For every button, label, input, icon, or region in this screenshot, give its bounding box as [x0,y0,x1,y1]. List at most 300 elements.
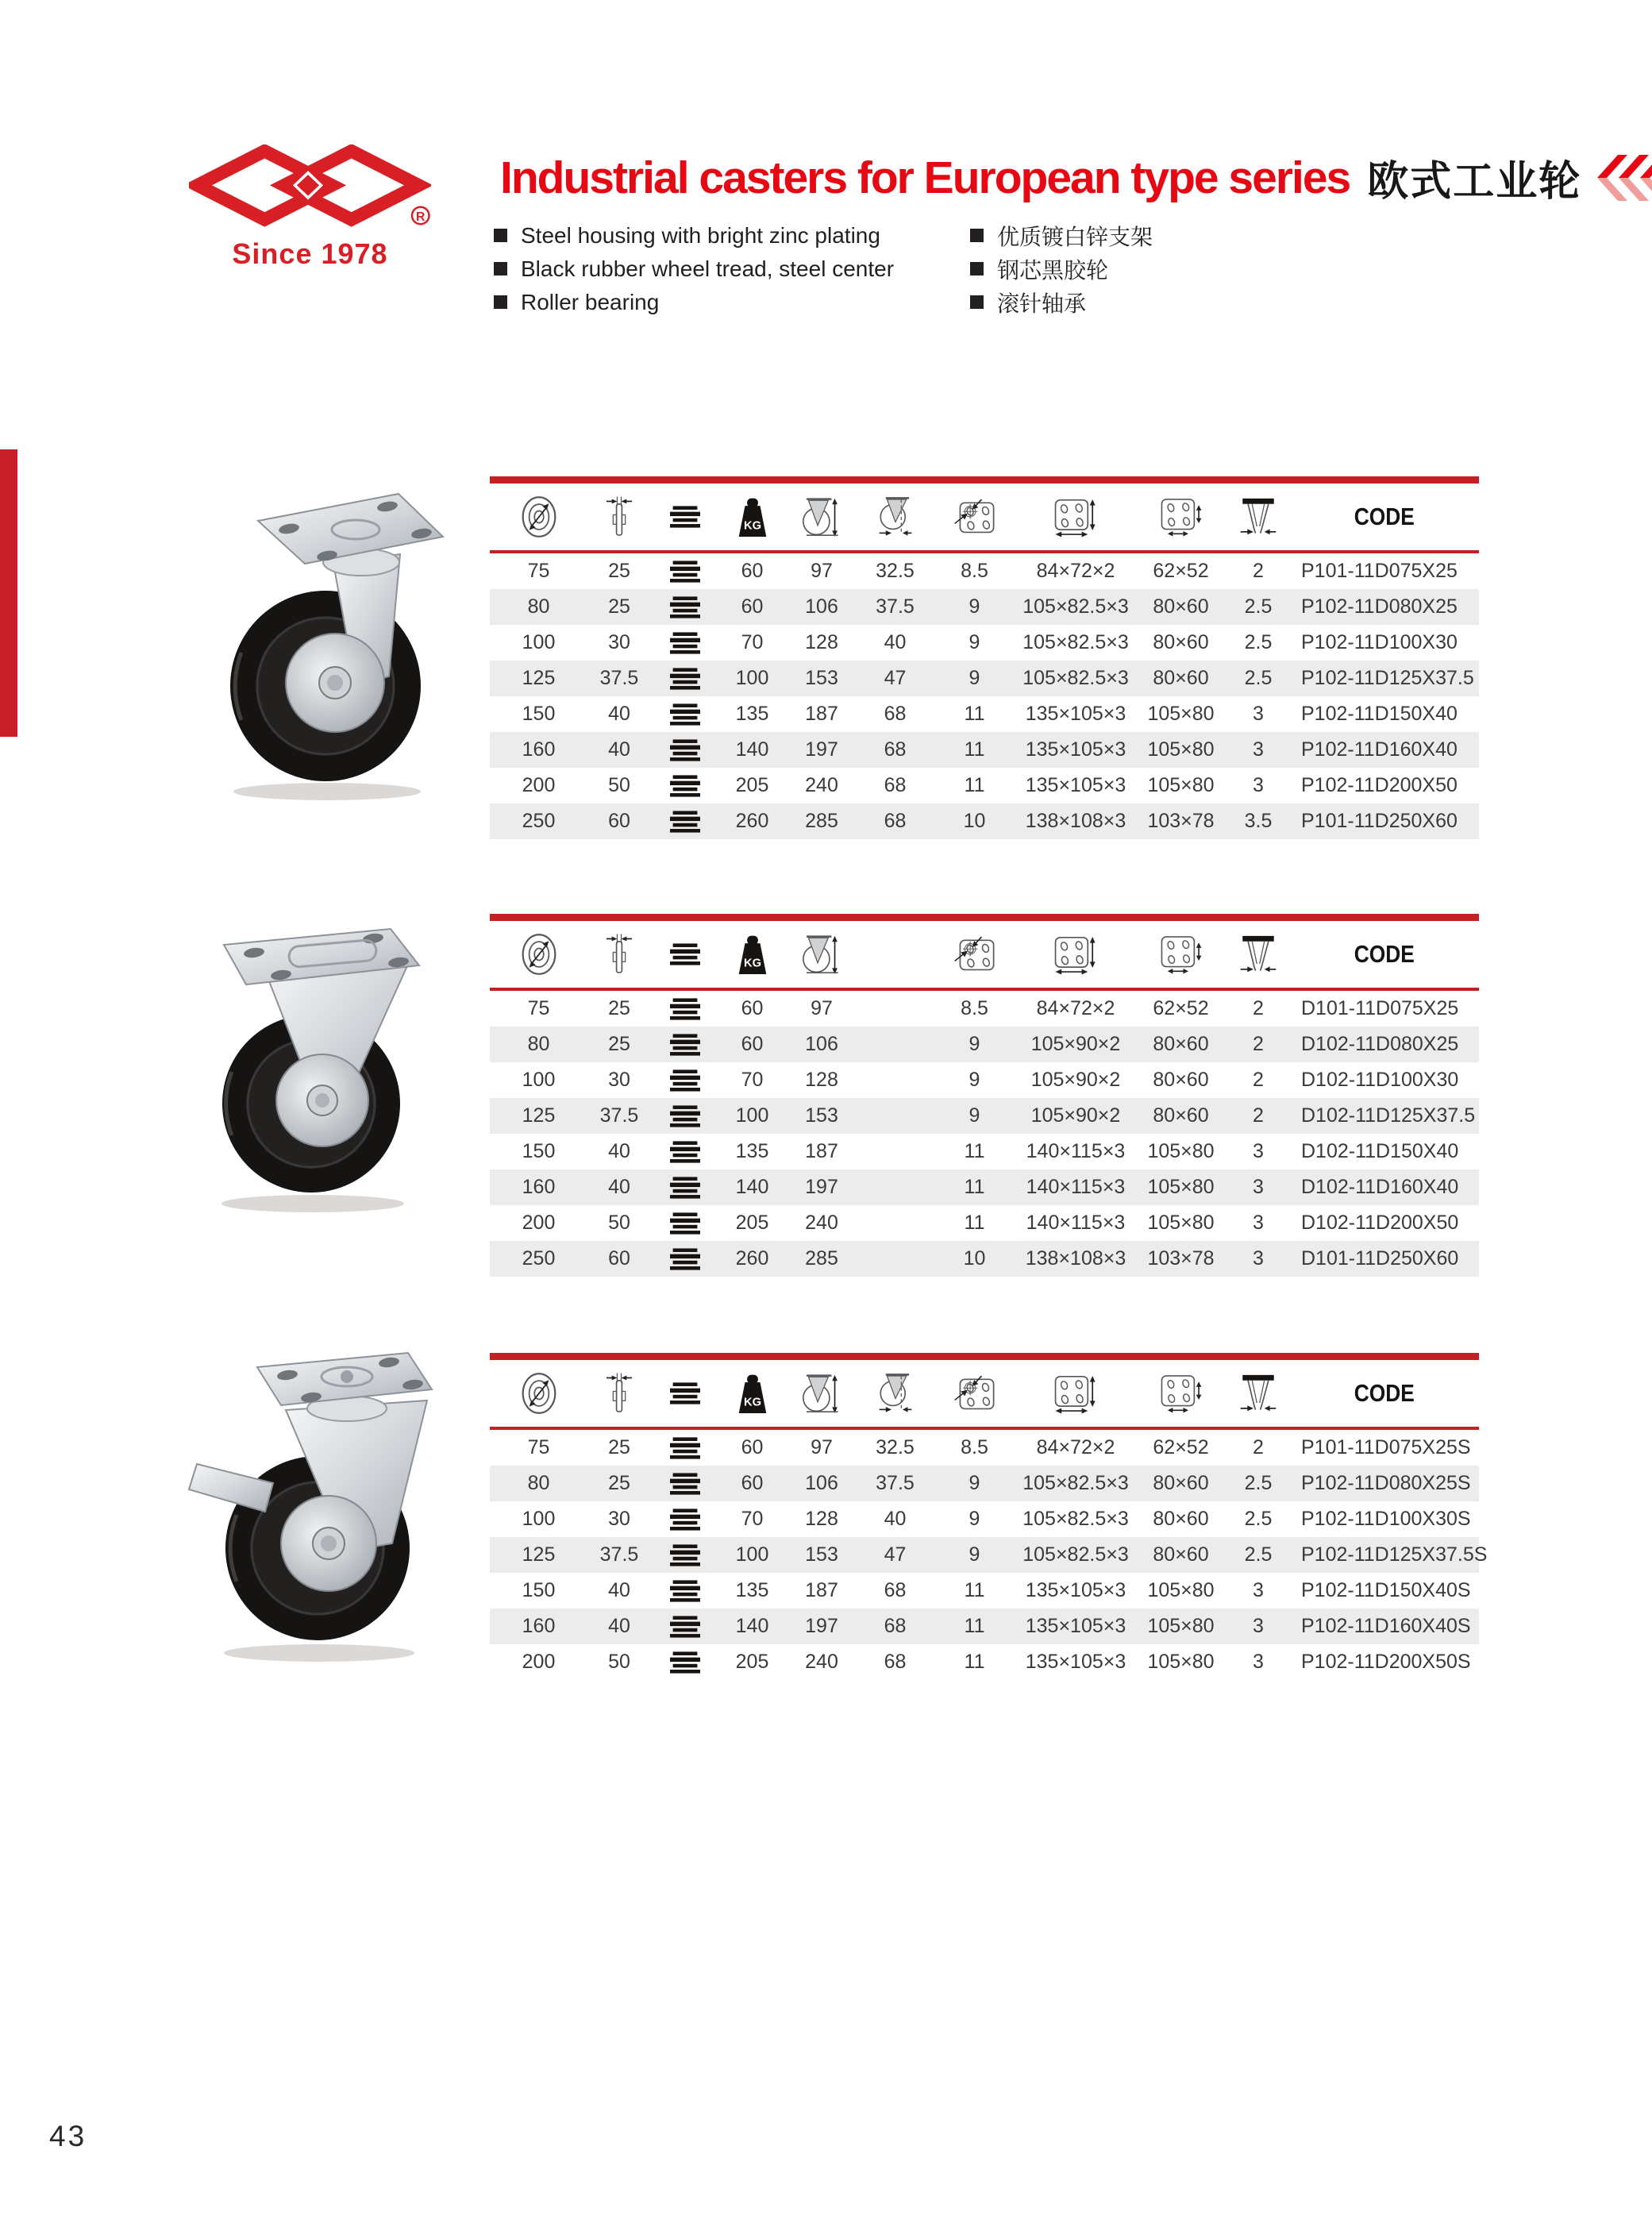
wheel-width-cell: 25 [608,560,630,582]
overall-height-cell: 106 [805,1472,838,1494]
plate-thickness-cell: 2.5 [1244,1508,1273,1530]
wheel-width-cell: 37.5 [599,667,639,689]
overall-height-cell: 97 [811,1436,833,1458]
load-capacity-cell: 60 [741,1436,764,1458]
swivel-radius-cell: 68 [884,703,907,725]
overall-height-cell: 128 [805,1508,838,1530]
plate-thickness-cell: 3 [1253,1651,1264,1673]
wheel-width-cell: 60 [608,1247,630,1270]
bolt-hole-diameter-cell: 9 [968,595,980,618]
plate-size-cell: 140×115×3 [1026,1212,1126,1234]
code-cell: P102-11D100X30 [1301,631,1458,653]
table-row [490,1169,1479,1205]
plate-size-cell: 105×90×2 [1030,1033,1121,1055]
overall-height-cell: 97 [811,997,833,1019]
column-header-swivel-radius [878,491,913,542]
load-capacity-cell: 140 [735,1176,769,1198]
wheel-diameter-cell: 80 [527,1033,550,1055]
column-header-tread [670,506,700,528]
wheel-diameter-cell: 150 [522,1579,556,1601]
table-body [490,991,1479,1277]
plate-thickness-cell: 3 [1253,703,1264,725]
overall-height-cell: 153 [805,1543,838,1566]
code-cell: P102-11D200X50S [1301,1651,1471,1673]
table-row [490,1573,1479,1609]
wheel-width-icon [606,493,633,541]
bolt-hole-spacing-cell: 105×80 [1147,1579,1215,1601]
overall-height-cell: 128 [805,1069,838,1091]
column-header-bolt-hole-spacing [1160,494,1203,540]
plate-thickness-cell: 3 [1253,738,1264,761]
tread-icon [670,506,700,528]
plate-size-cell: 84×72×2 [1036,997,1115,1019]
overall-height-cell: 240 [805,1651,838,1673]
wheel-width-cell: 25 [608,1436,630,1458]
bolt-hole-spacing-cell: 80×60 [1153,1472,1209,1494]
swivel-radius-cell: 32.5 [876,560,915,582]
code-cell: P101-11D250X60 [1301,810,1458,832]
bolt-hole-diameter-cell: 9 [968,1508,980,1530]
column-header-bolt-hole-spacing [1160,931,1203,977]
column-header-bolt-hole-spacing [1160,1370,1203,1416]
wheel-width-cell: 40 [608,703,630,725]
column-header-overall-height [803,1369,841,1418]
wheel-width-cell: 50 [608,1212,630,1234]
wheel-diameter-cell: 200 [522,774,556,796]
load-capacity-icon [737,1370,768,1416]
wheel-diameter-cell: 80 [527,595,550,618]
load-capacity-cell: 140 [735,1615,769,1637]
load-capacity-cell: 260 [735,1247,769,1270]
column-header-overall-height [803,492,841,541]
load-capacity-cell: 135 [735,1579,769,1601]
code-cell: P102-11D080X25S [1301,1472,1471,1494]
plate-thickness-cell: 3 [1253,1140,1264,1162]
load-capacity-cell: 205 [735,1212,769,1234]
plate-thickness-cell: 3 [1253,1579,1264,1601]
load-capacity-cell: 205 [735,1651,769,1673]
bolt-hole-diameter-cell: 9 [968,1033,980,1055]
tread-icon [670,632,700,654]
plate-thickness-cell: 2.5 [1244,595,1273,618]
bolt-hole-spacing-cell: 105×80 [1147,1176,1215,1198]
table-row [490,1609,1479,1644]
overall-height-cell: 197 [805,1615,838,1637]
load-capacity-cell: 100 [735,667,769,689]
bolt-hole-spacing-cell: 80×60 [1153,1543,1209,1566]
code-cell: D101-11D075X25 [1301,997,1459,1019]
wheel-width-cell: 40 [608,1176,630,1198]
table-row [490,1027,1479,1062]
wheel-width-cell: 25 [608,997,630,1019]
fixed-caster-photo [194,919,448,1215]
code-cell: P102-11D080X25 [1301,595,1458,618]
bolt-hole-diameter-cell: 11 [964,1615,985,1637]
tread-icon [670,998,700,1020]
tread-icon [670,775,700,797]
load-capacity-cell: 70 [741,631,764,653]
bolt-hole-diameter-icon [953,1371,996,1416]
feature-text: 滚针轴承 [997,291,1087,316]
tread-icon [670,1248,700,1270]
wheel-diameter-cell: 150 [522,1140,556,1162]
square-bullet-icon [970,262,984,275]
wheel-diameter-cell: 250 [522,810,556,832]
plate-size-cell: 105×90×2 [1030,1104,1121,1127]
wheel-width-cell: 30 [608,1069,630,1091]
svg-text:KG: KG [743,957,761,970]
plate-size-cell: 84×72×2 [1036,1436,1115,1458]
load-capacity-cell: 70 [741,1069,764,1091]
bolt-hole-diameter-cell: 11 [964,774,985,796]
table-header [490,914,1479,991]
bolt-hole-spacing-cell: 80×60 [1153,1033,1209,1055]
tread-icon [670,1544,700,1566]
bolt-hole-diameter-cell: 11 [964,703,985,725]
bolt-hole-spacing-icon [1160,1370,1203,1416]
column-header-wheel-width [606,1370,633,1417]
wheel-diameter-cell: 125 [522,1104,556,1127]
plate-thickness-cell: 2 [1253,560,1264,582]
code-cell: P102-11D125X37.5 [1301,667,1474,689]
plate-size-cell: 84×72×2 [1036,560,1115,582]
double-diamond-logo-icon [189,144,431,229]
table-body [490,553,1479,839]
feature-text: Roller bearing [521,289,660,314]
tread-icon [670,1382,700,1404]
wheel-diameter-cell: 200 [522,1212,556,1234]
table-header [490,1353,1479,1430]
load-capacity-cell: 100 [735,1543,769,1566]
table-body [490,1430,1488,1680]
code-column-header: CODE [1354,1379,1415,1407]
column-header-load-capacity [737,931,768,977]
plate-thickness-icon [1239,931,1277,977]
overall-height-cell: 285 [805,1247,838,1270]
table-row [490,1501,1479,1537]
wheel-width-cell: 25 [608,595,630,618]
table-row [490,1466,1479,1501]
tread-icon [670,1212,700,1235]
wheel-diameter-cell: 200 [522,1651,556,1673]
overall-height-cell: 128 [805,631,838,653]
feature-item [970,223,1153,248]
bolt-hole-diameter-cell: 10 [963,810,986,832]
plate-size-cell: 135×105×3 [1025,738,1126,761]
overall-height-cell: 197 [805,1176,838,1198]
load-capacity-cell: 260 [735,810,769,832]
tread-icon [670,1473,700,1495]
table-row [490,803,1479,839]
plate-size-cell: 105×82.5×3 [1022,1508,1129,1530]
bolt-hole-diameter-cell: 9 [968,667,980,689]
bolt-hole-spacing-cell: 105×80 [1147,1212,1215,1234]
wheel-width-cell: 40 [608,738,630,761]
brand-logo [189,144,431,271]
overall-height-cell: 106 [805,595,838,618]
bolt-hole-diameter-cell: 11 [964,738,985,761]
bolt-hole-diameter-icon [953,932,996,977]
plate-thickness-cell: 2 [1253,1033,1264,1055]
square-bullet-icon [494,229,507,242]
plate-thickness-cell: 3 [1253,1615,1264,1637]
overall-height-cell: 153 [805,667,838,689]
plate-thickness-cell: 2 [1253,997,1264,1019]
plate-thickness-icon [1239,494,1277,540]
load-capacity-cell: 135 [735,703,769,725]
tread-icon [670,1651,700,1674]
code-cell: P101-11D075X25 [1301,560,1458,582]
table-row [490,991,1479,1027]
feature-list-cn [970,223,1153,314]
table-row [490,1062,1479,1098]
column-header-plate-thickness [1239,1370,1277,1416]
column-header-swivel-radius [878,1368,913,1419]
code-cell: P102-11D160X40S [1301,1615,1471,1637]
wheel-width-cell: 37.5 [599,1104,639,1127]
tread-icon [670,1616,700,1638]
plate-thickness-cell: 3 [1253,1176,1264,1198]
bolt-hole-spacing-cell: 105×80 [1147,738,1215,761]
tread-icon [670,668,700,690]
column-header-wheel-diameter [521,1370,557,1417]
plate-size-cell: 105×82.5×3 [1022,631,1129,653]
code-cell: P102-11D100X30S [1301,1508,1471,1530]
bolt-hole-spacing-cell: 62×52 [1153,997,1209,1019]
table-row [490,625,1479,661]
square-bullet-icon [970,229,984,242]
wheel-diameter-cell: 250 [522,1247,556,1270]
wheel-diameter-cell: 160 [522,1176,556,1198]
feature-text: Black rubber wheel tread, steel center [521,256,895,281]
plate-size-cell: 105×82.5×3 [1022,1472,1129,1494]
bolt-hole-diameter-cell: 11 [964,1176,985,1198]
bolt-hole-diameter-cell: 11 [964,1579,985,1601]
load-capacity-cell: 60 [741,560,764,582]
swivel-radius-cell: 40 [884,1508,907,1530]
code-column-header: CODE [1354,940,1415,968]
overall-height-cell: 197 [805,738,838,761]
swivel-radius-cell: 37.5 [876,1472,915,1494]
column-header-bolt-hole-diameter [953,932,996,977]
bolt-hole-diameter-icon [953,495,996,539]
tread-icon [670,739,700,761]
left-accent-bar [0,449,17,737]
overall-height-cell: 187 [805,703,838,725]
code-cell: P102-11D200X50 [1301,774,1458,796]
tread-icon [670,1069,700,1092]
code-cell: D102-11D200X50 [1301,1212,1459,1234]
overall-height-icon [803,1369,841,1418]
wheel-width-cell: 40 [608,1615,630,1637]
code-cell: D102-11D100X30 [1301,1069,1459,1091]
plate-size-cell: 140×115×3 [1026,1176,1126,1198]
square-bullet-icon [494,295,507,309]
bolt-hole-diameter-cell: 9 [968,631,980,653]
spec-table-brake [490,1353,1488,1680]
plate-size-icon [1053,1370,1098,1417]
plate-thickness-cell: 3 [1253,1247,1264,1270]
overall-height-icon [803,930,841,979]
load-capacity-cell: 60 [741,1033,764,1055]
bolt-hole-diameter-cell: 8.5 [961,1436,988,1458]
tread-icon [670,1105,700,1127]
load-capacity-cell: 60 [741,1472,764,1494]
wheel-diameter-cell: 160 [522,738,556,761]
bolt-hole-spacing-icon [1160,931,1203,977]
column-header-load-capacity [737,1370,768,1416]
tread-icon [670,1177,700,1199]
table-row [490,768,1479,803]
plate-thickness-cell: 3 [1253,774,1264,796]
swivel-radius-cell: 68 [884,810,907,832]
code-cell: P102-11D125X37.5S [1301,1543,1488,1566]
overall-height-cell: 285 [805,810,838,832]
plate-thickness-cell: 2.5 [1244,667,1273,689]
wheel-diameter-icon [521,1370,557,1417]
bolt-hole-spacing-cell: 105×80 [1147,1651,1215,1673]
column-header-wheel-diameter [521,493,557,541]
feature-item [970,290,1153,314]
bolt-hole-spacing-cell: 105×80 [1147,1615,1215,1637]
table-row [490,1537,1488,1573]
plate-size-cell: 105×82.5×3 [1022,667,1129,689]
wheel-diameter-cell: 125 [522,667,556,689]
plate-size-cell: 135×105×3 [1025,1651,1126,1673]
plate-thickness-cell: 3 [1253,1212,1264,1234]
load-capacity-cell: 135 [735,1140,769,1162]
feature-text: 优质镀白锌支架 [997,224,1153,249]
tread-icon [670,1508,700,1531]
plate-size-cell: 138×108×3 [1025,810,1126,832]
wheel-diameter-icon [521,930,557,978]
column-header-plate-thickness [1239,494,1277,540]
bolt-hole-spacing-cell: 62×52 [1153,560,1209,582]
bolt-hole-spacing-cell: 62×52 [1153,1436,1209,1458]
table-row [490,1205,1479,1241]
code-cell: D102-11D080X25 [1301,1033,1459,1055]
table-row [490,1241,1479,1277]
bolt-hole-spacing-cell: 80×60 [1153,1069,1209,1091]
page-title-en: Industrial casters for European type series [500,152,1350,203]
table-header [490,476,1479,553]
load-capacity-icon [737,931,768,977]
swivel-radius-icon [878,491,913,542]
square-bullet-icon [970,295,984,309]
swivel-caster-photo [200,486,458,803]
wheel-width-cell: 30 [608,1508,630,1530]
table-row [490,1430,1479,1466]
load-capacity-cell: 100 [735,1104,769,1127]
wheel-width-cell: 25 [608,1472,630,1494]
code-cell: D102-11D160X40 [1301,1176,1459,1198]
wheel-diameter-cell: 75 [527,1436,550,1458]
code-cell: P102-11D150X40 [1301,703,1458,725]
column-header-wheel-width [606,930,633,978]
table-row [490,696,1479,732]
load-capacity-icon [737,494,768,540]
square-bullet-icon [494,262,507,275]
table-row [490,1644,1479,1680]
table-row [490,1134,1479,1169]
tread-icon [670,811,700,833]
bolt-hole-spacing-cell: 105×80 [1147,1140,1215,1162]
bolt-hole-spacing-cell: 103×78 [1147,810,1215,832]
wheel-diameter-cell: 75 [527,560,550,582]
plate-thickness-cell: 2.5 [1244,1543,1273,1566]
overall-height-cell: 187 [805,1579,838,1601]
svg-text:KG: KG [743,1396,761,1409]
feature-item [494,290,894,314]
tread-icon [670,943,700,965]
wheel-diameter-cell: 75 [527,997,550,1019]
swivel-brake-caster-photo [184,1343,458,1665]
bolt-hole-diameter-cell: 10 [963,1247,986,1270]
column-header-bolt-hole-diameter [953,495,996,539]
plate-thickness-cell: 3.5 [1244,810,1273,832]
code-cell: P102-11D150X40S [1301,1579,1471,1601]
plate-size-icon [1053,930,1098,978]
overall-height-icon [803,492,841,541]
column-header-plate-size [1053,930,1098,978]
plate-size-cell: 140×115×3 [1026,1140,1126,1162]
feature-list-en [494,223,894,314]
overall-height-cell: 106 [805,1033,838,1055]
overall-height-cell: 97 [811,560,833,582]
column-header-load-capacity [737,494,768,540]
bolt-hole-spacing-icon [1160,494,1203,540]
load-capacity-cell: 70 [741,1508,764,1530]
wheel-diameter-icon [521,493,557,541]
swivel-radius-cell: 68 [884,1651,907,1673]
bolt-hole-spacing-cell: 80×60 [1153,595,1209,618]
table-row [490,589,1479,625]
overall-height-cell: 153 [805,1104,838,1127]
tread-icon [670,561,700,583]
swivel-radius-cell: 37.5 [876,595,915,618]
column-header-bolt-hole-diameter [953,1371,996,1416]
chevrons-icon [1597,153,1652,202]
bolt-hole-diameter-cell: 11 [964,1212,985,1234]
plate-thickness-cell: 2.5 [1244,631,1273,653]
load-capacity-cell: 60 [741,997,764,1019]
wheel-diameter-cell: 100 [522,631,556,653]
swivel-radius-cell: 32.5 [876,1436,915,1458]
column-header-tread [670,1382,700,1404]
wheel-diameter-cell: 80 [527,1472,550,1494]
table-row [490,732,1479,768]
bolt-hole-spacing-cell: 105×80 [1147,774,1215,796]
tread-icon [670,1580,700,1602]
swivel-radius-cell: 47 [884,1543,907,1566]
plate-size-cell: 135×105×3 [1025,774,1126,796]
overall-height-cell: 187 [805,1140,838,1162]
wheel-diameter-cell: 125 [522,1543,556,1566]
bolt-hole-diameter-cell: 9 [968,1472,980,1494]
swivel-radius-cell: 68 [884,1579,907,1601]
bolt-hole-diameter-cell: 9 [968,1069,980,1091]
swivel-radius-cell: 68 [884,774,907,796]
plate-thickness-cell: 2 [1253,1104,1264,1127]
bolt-hole-diameter-cell: 9 [968,1104,980,1127]
swivel-radius-cell: 47 [884,667,907,689]
code-cell: D102-11D150X40 [1301,1140,1459,1162]
bolt-hole-diameter-cell: 8.5 [961,560,988,582]
page-title-cn: 欧式工业轮 [1367,159,1582,205]
bolt-hole-spacing-cell: 80×60 [1153,631,1209,653]
plate-thickness-icon [1239,1370,1277,1416]
bolt-hole-spacing-cell: 80×60 [1153,1104,1209,1127]
